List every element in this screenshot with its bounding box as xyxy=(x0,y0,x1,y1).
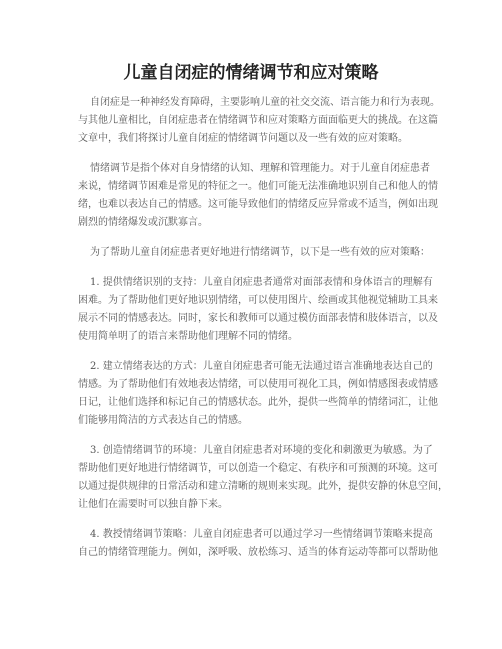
text-line: 文章中，我们将探讨儿童自闭症的情绪调节问题以及一些有效的应对策略。 xyxy=(78,133,408,144)
text-line: 情绪调节是指个体对自身情绪的认知、理解和管理能力。对于儿童自闭症患者 xyxy=(90,163,430,174)
text-line: 情感。为了帮助他们有效地表达情绪，可以使用可视化工具，例如情感图表或情感 xyxy=(78,379,438,390)
text-line: 与其他儿童相比，自闭症患者在情绪调节和应对策略方面面临更大的挑战。在这篇 xyxy=(78,115,438,126)
text-line: 绪，也难以表达自己的情感。这可能导致他们的情绪反应异常或不适当，例如出现 xyxy=(78,199,438,210)
text-line: 日记，让他们选择和标记自己的情感状态。此外，提供一些简单的情绪词汇，让他 xyxy=(78,397,438,408)
text-line: 4. 教授情绪调节策略：儿童自闭症患者可以通过学习一些情绪调节策略来提高 xyxy=(90,529,433,540)
text-line: 3. 创造情绪调节的环境：儿童自闭症患者对环境的变化和刺激更为敏感。为了 xyxy=(90,445,433,456)
text-line: 们能够用简洁的方式表达自己的情感。 xyxy=(78,415,248,426)
text-line: 自己的情绪管理能力。例如，深呼吸、放松练习、适当的体育运动等都可以帮助他 xyxy=(78,547,438,558)
text-line: 剧烈的情绪爆发或沉默寡言。 xyxy=(78,217,208,228)
text-line: 使用简单明了的语言来帮助他们理解不同的情绪。 xyxy=(78,331,298,342)
document-title: 儿童自闭症的情绪调节和应对策略 xyxy=(123,63,379,83)
text-line: 困难。为了帮助他们更好地识别情绪，可以使用图片、绘画或其他视觉辅助工具来 xyxy=(78,295,438,306)
text-line: 为了帮助儿童自闭症患者更好地进行情绪调节，以下是一些有效的应对策略： xyxy=(90,247,430,258)
text-line: 来说，情绪调节困难是常见的特征之一。他们可能无法准确地识别自己和他人的情 xyxy=(78,181,438,192)
text-line: 自闭症是一种神经发育障碍，主要影响儿童的社交交流、语言能力和行为表现。 xyxy=(90,97,440,108)
text-line: 让他们在需要时可以独自静下来。 xyxy=(78,499,228,510)
text-line: 2. 建立情绪表达的方式：儿童自闭症患者可能无法通过语言准确地表达自己的 xyxy=(90,361,433,372)
text-line: 展示不同的情感表达。同时，家长和教师可以通过模仿面部表情和肢体语言，以及 xyxy=(78,313,438,324)
text-line: 以通过提供规律的日常活动和建立清晰的规则来实现。此外，提供安静的休息空间， xyxy=(78,481,448,492)
text-line: 1. 提供情绪识别的支持：儿童自闭症患者通常对面部表情和身体语言的理解有 xyxy=(90,277,433,288)
text-line: 帮助他们更好地进行情绪调节，可以创造一个稳定、有秩序和可预测的环境。这可 xyxy=(78,463,438,474)
